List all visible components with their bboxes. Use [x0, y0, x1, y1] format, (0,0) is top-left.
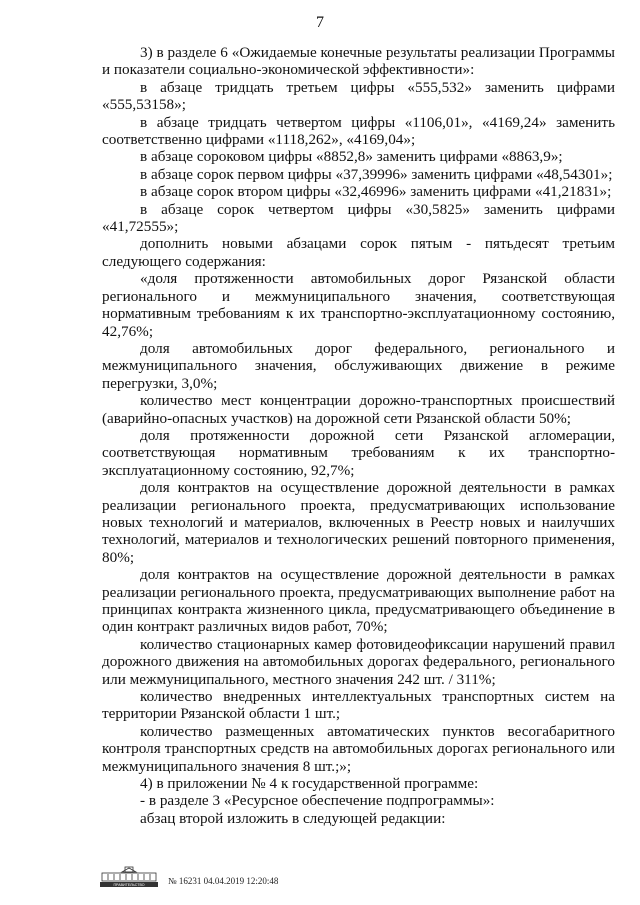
paragraph: в абзаце сорок первом цифры «37,39996» заменить цифрами «48,54301»;	[140, 165, 613, 183]
paragraph: 4) в приложении № 4 к государственной программе:	[140, 775, 479, 793]
paragraph: доля контрактов на осуществление дорожной деятельности в рамках реализации регионального проекта, предусматривающих выполнение работ на принципах контракта жизненного цикла, предусматривающего объединение в один контракт различных видов работ, 70%;	[102, 566, 615, 636]
paragraph: количество стационарных камер фотовидеофиксации нарушений правил дорожного движения на автомобильных дорогах федерального, регионального или межмуниципального, местного значения 242 шт. / 311%;	[102, 635, 615, 688]
paragraph: дополнить новыми абзацами сорок пятым - пятьдесят третьим следующего содержания:	[102, 235, 615, 270]
government-seal-icon	[98, 866, 160, 888]
paragraph: количество мест концентрации дорожно-транспортных происшествий (аварийно-опасных участков) на дорожной сети Рязанской области 50%;	[102, 392, 615, 427]
paragraph: количество размещенных автоматических пунктов весогабаритного контроля транспортных средств на автомобильных дорогах регионального или межмуниципального значения 8 шт.;»;	[102, 722, 615, 775]
paragraph: 3) в разделе 6 «Ожидаемые конечные результаты реализации Программы и показатели социально-экономической эффективности»:	[102, 44, 615, 79]
paragraph: в абзаце сороковом цифры «8852,8» заменить цифрами «8863,9»;	[140, 148, 563, 166]
paragraph: в абзаце тридцать третьем цифры «555,532» заменить цифрами «555,53158»;	[102, 78, 615, 114]
paragraph: в абзаце сорок четвертом цифры «30,5825» заменить цифрами «41,72555»;	[102, 200, 615, 236]
paragraph: «доля протяженности автомобильных дорог Рязанской области регионального и межмуниципального значения, соответствующая нормативным требованиям к их транспортно-эксплуатационному состоянию, 42,76%;	[102, 270, 615, 340]
paragraph: доля контрактов на осуществление дорожной деятельности в рамках реализации регионального проекта, предусматривающих использование новых технологий и материалов, включенных в Реестр новых и наилучших технологий, материалов и технологических решений повторного применения, 80%;	[102, 479, 615, 566]
paragraph: в абзаце тридцать четвертом цифры «1106,01», «4169,24» заменить соответственно цифрами «1118,262», «4169,04»;	[102, 113, 615, 149]
page-number: 7	[316, 14, 324, 31]
document-footer	[98, 866, 278, 888]
paragraph: доля протяженности дорожной сети Рязанской агломерации, соответствующая нормативным требованиям к их транспортно-эксплуатационному состоянию, 92,7%;	[102, 426, 615, 479]
paragraph: количество внедренных интеллектуальных транспортных систем на территории Рязанской области 1 шт.;	[102, 688, 615, 723]
paragraph: абзац второй изложить в следующей редакции:	[140, 809, 446, 827]
svg-text:ПРАВИТЕЛЬСТВО: ПРАВИТЕЛЬСТВО	[113, 883, 145, 887]
registration-stamp: № 16231 04.04.2019 12:20:48	[168, 876, 279, 886]
paragraph: доля автомобильных дорог федерального, регионального и межмуниципального значения, обслуживающих движение в режиме перегрузки, 3,0%;	[102, 339, 615, 392]
paragraph: - в разделе 3 «Ресурсное обеспечение подпрограммы»:	[140, 792, 495, 810]
document-body	[102, 44, 615, 827]
paragraph: в абзаце сорок втором цифры «32,46996» заменить цифрами «41,21831»;	[140, 183, 612, 201]
